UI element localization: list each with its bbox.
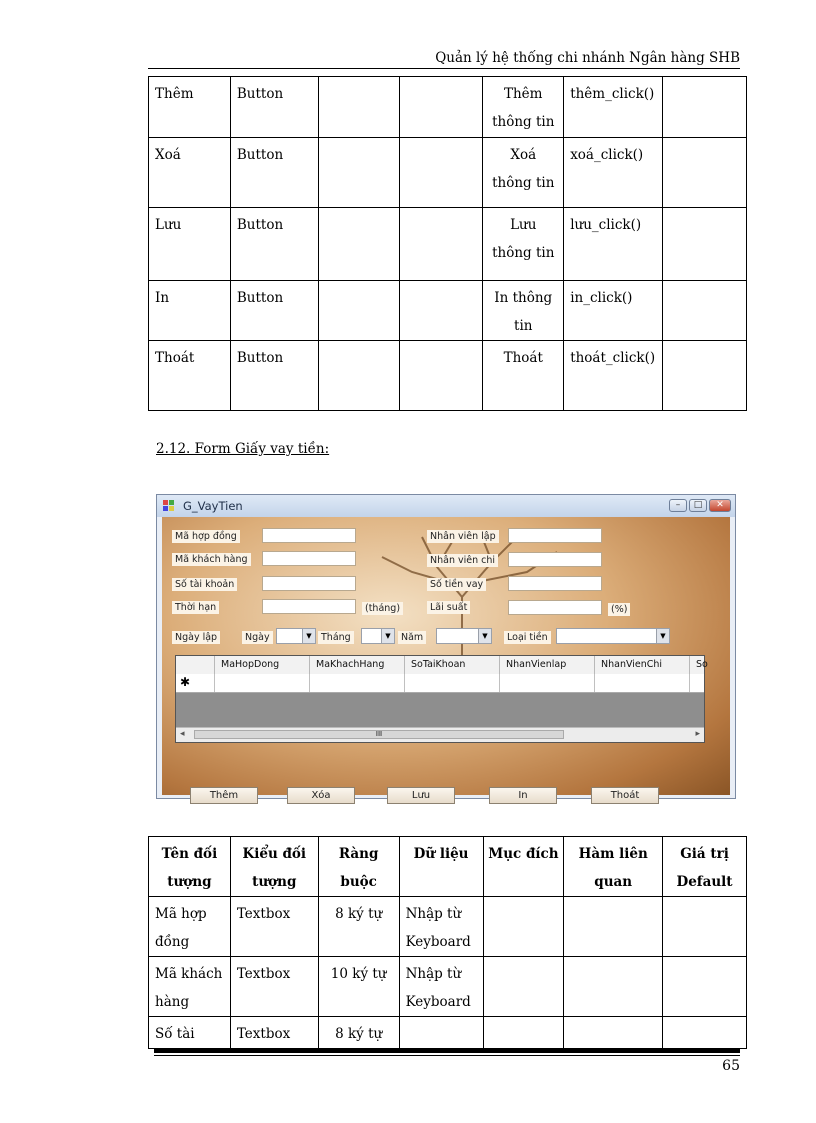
table-cell: Nhập từ Keyboard [399, 957, 483, 1017]
column-header: Dữ liệu [399, 837, 483, 897]
percent-unit-label: (%) [608, 603, 630, 616]
table-cell: in_click() [564, 281, 663, 341]
table-cell [663, 897, 747, 957]
grid-cell[interactable] [309, 674, 404, 692]
so-tai-khoan-label: Số tài khoản [172, 578, 237, 591]
table-cell: In [149, 281, 231, 341]
footer-rule-thin [154, 1055, 740, 1056]
table-cell: Button [230, 341, 318, 411]
grid-cell[interactable] [214, 674, 309, 692]
form-window [156, 494, 736, 799]
lai-suat-label: Lãi suất [427, 601, 470, 614]
table-cell: thêm_click() [564, 77, 663, 138]
grid-cell[interactable] [594, 674, 689, 692]
table-cell: Xoá [149, 138, 231, 208]
thang-select[interactable] [361, 628, 395, 644]
luu-button[interactable]: Lưu [387, 787, 455, 804]
data-grid[interactable] [175, 655, 708, 743]
table-cell [483, 1017, 564, 1049]
table-cell [318, 77, 399, 138]
table-cell [663, 341, 747, 411]
xoa-button[interactable]: Xóa [287, 787, 355, 804]
table-cell: Xoá thông tin [483, 138, 564, 208]
ma-hop-dong-input[interactable] [262, 528, 356, 543]
ngay-lap-label: Ngày lập [172, 631, 220, 644]
table-header-row [149, 837, 747, 897]
table-cell: Mã hợp đồng [149, 897, 231, 957]
table-cell [399, 208, 483, 281]
table-cell: Textbox [230, 897, 318, 957]
table-cell: Thêm thông tin [483, 77, 564, 138]
ma-khach-hang-input[interactable] [262, 551, 356, 566]
table-cell [483, 897, 564, 957]
thang-unit-label: (tháng) [362, 602, 403, 615]
table-row [149, 1017, 747, 1049]
table-cell [564, 1017, 663, 1049]
table-cell [318, 138, 399, 208]
them-button[interactable]: Thêm [190, 787, 258, 804]
lai-suat-input[interactable] [508, 600, 602, 615]
grid-column-header[interactable]: NhanVienChi [594, 656, 689, 674]
maximize-icon[interactable]: □ [689, 499, 707, 512]
column-header: Kiểu đối tượng [230, 837, 318, 897]
table-cell [399, 341, 483, 411]
nhan-vien-chi-label: Nhân viên chi [427, 554, 498, 567]
table-cell [663, 138, 747, 208]
table-cell [663, 1017, 747, 1049]
table-cell [399, 77, 483, 138]
table-row [149, 341, 747, 411]
table-cell: Button [230, 281, 318, 341]
table-cell [318, 281, 399, 341]
grid-column-header[interactable]: SoTaiKhoan [404, 656, 499, 674]
grid-header [176, 656, 708, 675]
table-cell: Button [230, 77, 318, 138]
in-button[interactable]: In [489, 787, 557, 804]
table-cell: 10 ký tự [318, 957, 399, 1017]
row-header-corner [176, 656, 214, 674]
scroll-right-icon[interactable]: ▸ [695, 729, 700, 739]
table-cell: Textbox [230, 1017, 318, 1049]
table-cell [663, 208, 747, 281]
thoat-button[interactable]: Thoát [591, 787, 659, 804]
thoi-han-input[interactable] [262, 599, 356, 614]
nhan-vien-chi-input[interactable] [508, 552, 602, 567]
table-row [149, 897, 747, 957]
table-row [149, 957, 747, 1017]
title-bar [157, 495, 735, 517]
ma-khach-hang-label: Mã khách hàng [172, 553, 251, 566]
table-cell: Lưu [149, 208, 231, 281]
scroll-thumb[interactable]: III [194, 730, 564, 739]
nam-select[interactable] [436, 628, 492, 644]
footer-rule-thick [154, 1049, 740, 1053]
nam-label: Năm [398, 631, 426, 644]
column-header: Ràng buộc [318, 837, 399, 897]
table-row [149, 281, 747, 341]
table-cell: 8 ký tự [318, 897, 399, 957]
page-number: 65 [722, 1058, 740, 1074]
table-cell [318, 208, 399, 281]
table-cell: Button [230, 138, 318, 208]
table-cell: Thoát [483, 341, 564, 411]
chevron-down-icon: ▼ [302, 629, 315, 643]
minimize-icon[interactable]: – [669, 499, 687, 512]
chevron-down-icon: ▼ [656, 629, 669, 643]
textbox-spec-table [148, 836, 747, 1049]
table-row [149, 138, 747, 208]
table-cell: lưu_click() [564, 208, 663, 281]
ngay-select[interactable] [276, 628, 316, 644]
table-cell [318, 341, 399, 411]
table-cell [564, 897, 663, 957]
column-header: Mục đích [483, 837, 564, 897]
grid-cell[interactable] [404, 674, 499, 692]
table-cell: In thông tin [483, 281, 564, 341]
table-cell: Textbox [230, 957, 318, 1017]
grid-cell[interactable] [499, 674, 594, 692]
table-cell: Số tài [149, 1017, 231, 1049]
table-cell [663, 957, 747, 1017]
table-cell: Mã khách hàng [149, 957, 231, 1017]
chevron-down-icon: ▼ [478, 629, 491, 643]
grid-cell[interactable] [689, 674, 704, 692]
grid-column-header[interactable]: So [689, 656, 704, 674]
so-tien-vay-label: Số tiền vay [427, 578, 486, 591]
scroll-left-icon[interactable]: ◂ [180, 729, 185, 739]
so-tien-vay-input[interactable] [508, 576, 602, 591]
column-header: Hàm liên quan [564, 837, 663, 897]
table-cell: Thêm [149, 77, 231, 138]
table-row[interactable] [176, 674, 704, 693]
nhan-vien-lap-input[interactable] [508, 528, 602, 543]
grid-column-header[interactable]: MaKhachHang [309, 656, 404, 674]
horizontal-scrollbar[interactable] [176, 727, 704, 742]
table-cell: xoá_click() [564, 138, 663, 208]
table-cell: Nhập từ Keyboard [399, 897, 483, 957]
window-title: G_VayTien [183, 499, 243, 513]
loai-tien-select[interactable] [556, 628, 670, 644]
loai-tien-label: Loại tiền [504, 631, 551, 644]
table-cell [663, 77, 747, 138]
button-spec-table [148, 76, 747, 411]
table-cell [663, 281, 747, 341]
chevron-down-icon: ▼ [381, 629, 394, 643]
ma-hop-dong-label: Mã hợp đồng [172, 530, 240, 543]
column-header: Tên đối tượng [149, 837, 231, 897]
table-cell: Button [230, 208, 318, 281]
thang-label: Tháng [318, 631, 354, 644]
page-header-title: Quản lý hệ thống chi nhánh Ngân hàng SHB [435, 50, 740, 66]
app-icon [163, 500, 175, 512]
section-title: 2.12. Form Giấy vay tiền: [156, 441, 330, 457]
ngay-label: Ngày [242, 631, 273, 644]
table-cell: 8 ký tự [318, 1017, 399, 1049]
column-header: Giá trị Default [663, 837, 747, 897]
so-tai-khoan-input[interactable] [262, 576, 356, 591]
table-cell: Lưu thông tin [483, 208, 564, 281]
table-row [149, 77, 747, 138]
close-icon[interactable]: ✕ [709, 499, 731, 512]
new-row-icon: ✱ [180, 675, 191, 689]
thoi-han-label: Thời hạn [172, 601, 219, 614]
table-cell [564, 957, 663, 1017]
table-cell [399, 1017, 483, 1049]
grid-column-header[interactable]: NhanVienlap [499, 656, 594, 674]
header-rule [148, 68, 740, 69]
table-cell [399, 281, 483, 341]
table-cell: thoát_click() [564, 341, 663, 411]
grid-column-header[interactable]: MaHopDong [214, 656, 309, 674]
table-row [149, 208, 747, 281]
nhan-vien-lap-label: Nhân viên lập [427, 530, 499, 543]
table-cell [399, 138, 483, 208]
table-cell: Thoát [149, 341, 231, 411]
table-cell [483, 957, 564, 1017]
form-client-area [162, 517, 730, 801]
